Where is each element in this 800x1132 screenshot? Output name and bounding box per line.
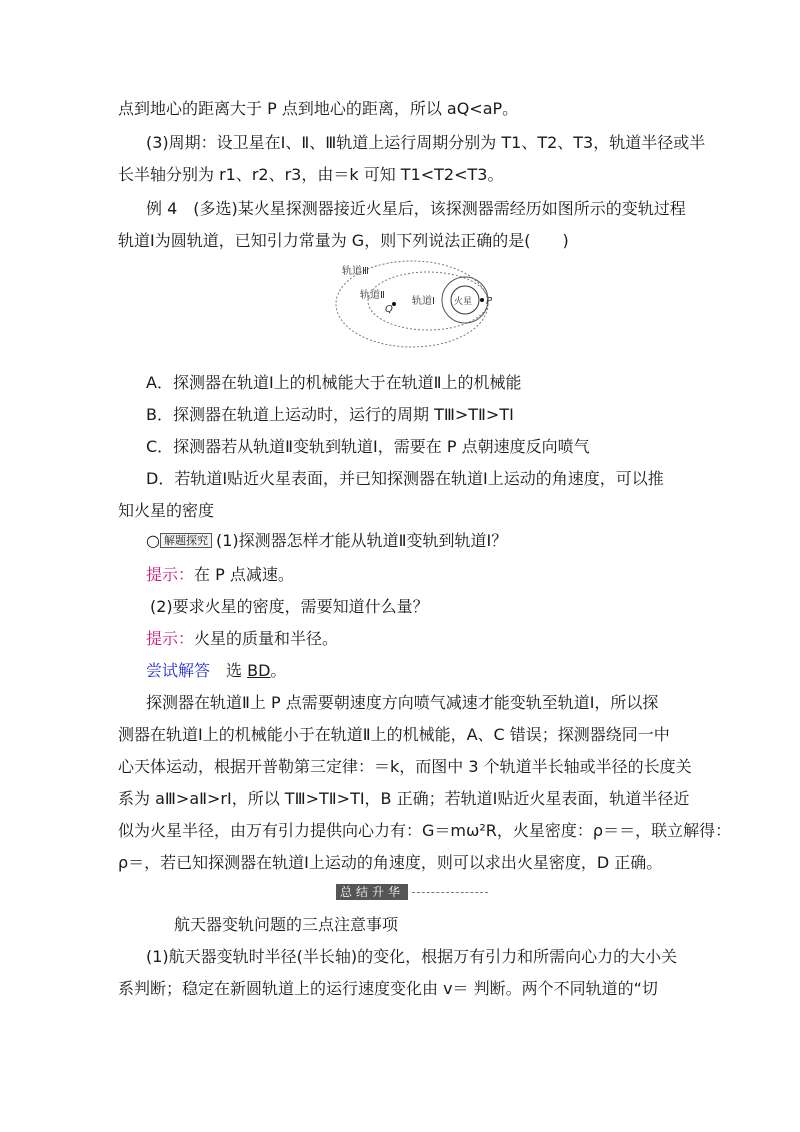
summary-tag: 总结升华 (336, 884, 408, 900)
orbit-ii-label: 轨道Ⅱ (360, 290, 385, 301)
solution-line: 心天体运动，根据开普勒第三定律：＝k，而图中 3 个轨道半长轴或半径的长度关 (118, 757, 692, 776)
text-line: 长半轴分别为 r1、r2、r3，由＝k 可知 T1<T2<T3。 (118, 165, 504, 184)
hint-label: 提示： (146, 565, 195, 584)
question-2: (2)要求火星的密度，需要知道什么量？ (150, 597, 429, 616)
hint-2 (146, 628, 338, 650)
solution-line: 测器在轨道Ⅰ上的机械能小于在轨道Ⅱ上的机械能，A、C 错误；探测器绕同一中 (118, 725, 670, 744)
option-d: D．若轨道Ⅰ贴近火星表面，并已知探测器在轨道Ⅰ上运动的角速度，可以推 (146, 469, 664, 488)
point-p (480, 298, 484, 302)
option-c: C．探测器若从轨道Ⅱ变轨到轨道Ⅰ，需要在 P 点朝速度反向喷气 (146, 437, 590, 456)
summary-text: (1)航天器变轨时半径(半长轴)的变化，根据万有引力和所需向心力的大小关 (146, 947, 678, 966)
question-1-text: (1)探测器怎样才能从轨道Ⅱ变轨到轨道Ⅰ？ (215, 531, 508, 550)
option-a: A．探测器在轨道Ⅰ上的机械能大于在轨道Ⅱ上的机械能 (146, 373, 522, 392)
answer-value: BD (247, 661, 271, 680)
text-line: (3)周期：设卫星在Ⅰ、Ⅱ、Ⅲ轨道上运行周期分别为 T1、T2、T3，轨道半径或半 (146, 133, 706, 152)
question-1 (146, 530, 507, 552)
planet-label: 火星 (454, 297, 473, 307)
hint-2-text: 火星的质量和半径。 (194, 629, 339, 648)
try-answer (146, 660, 286, 682)
summary-divider (330, 884, 490, 904)
option-b: B．探测器在轨道上运动时，运行的周期 TⅢ>TⅡ>TⅠ (146, 405, 514, 424)
orbit-iii-label: 轨道Ⅲ (342, 266, 369, 277)
try-label: 尝试解答 (146, 661, 211, 680)
bullet-icon: ○ (146, 531, 160, 550)
orbit-i-label: 轨道Ⅰ (412, 296, 435, 307)
explore-tag: 解题探究 (160, 533, 212, 548)
solution-line: 系为 aⅢ>aⅡ>rⅠ，所以 TⅢ>TⅡ>TⅠ，B 正确；若轨道Ⅰ贴近火星表面，轨道半径近 (118, 789, 690, 808)
try-prefix: 选 (226, 661, 248, 680)
try-suffix: 。 (270, 661, 287, 680)
solution-line: ρ＝，若已知探测器在轨道Ⅰ上运动的角速度，则可以求出火星密度，D 正确。 (118, 853, 663, 872)
example-heading: 例 4 (多选)某火星探测器接近火星后，该探测器需经历如图所示的变轨过程 (146, 199, 686, 218)
text-line: 轨道Ⅰ为圆轨道，已知引力常量为 G，则下列说法正确的是( ) (118, 231, 569, 250)
text-line: 点到地心的距离大于 P 点到地心的距离，所以 aQ<aP。 (118, 99, 519, 118)
p-label: P (486, 296, 493, 307)
hint-label: 提示： (146, 629, 195, 648)
option-d-cont: 知火星的密度 (118, 501, 215, 520)
dashed-rule (412, 892, 488, 893)
q-label: Q (385, 304, 393, 315)
summary-title: 航天器变轨问题的三点注意事项 (174, 915, 399, 934)
solution-line: 似为火星半径，由万有引力提供向心力有：G＝mω²R，火星密度：ρ＝＝，联立解得： (118, 821, 732, 840)
hint-1-text: 在 P 点减速。 (194, 565, 294, 584)
hint-1 (146, 564, 294, 586)
solution-line: 探测器在轨道Ⅱ上 P 点需要朝速度方向喷气减速才能变轨至轨道Ⅰ，所以探 (146, 693, 659, 712)
summary-text: 系判断；稳定在新圆轨道上的运行速度变化由 v＝ 判断。两个不同轨道的“切 (118, 979, 658, 998)
orbit-diagram (330, 258, 500, 358)
